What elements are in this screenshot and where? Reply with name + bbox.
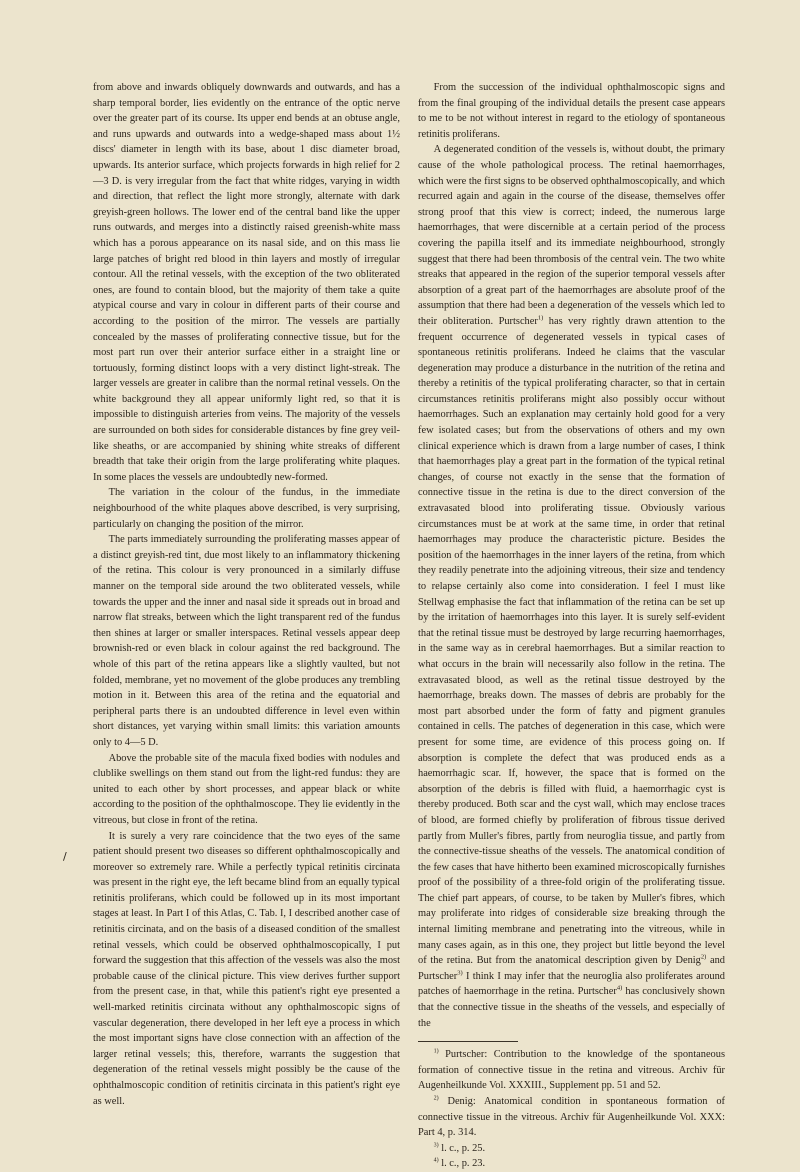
left-column <box>93 80 400 1109</box>
footnote-text: l. c., p. 23. <box>441 1158 486 1170</box>
footnote-mark: 2) <box>433 1095 439 1102</box>
footnote-ref: 4) <box>616 984 623 992</box>
footnote <box>418 1141 725 1157</box>
margin-mark: / <box>63 850 67 863</box>
footnote <box>418 1047 725 1094</box>
footnote-ref: 3) <box>457 969 463 977</box>
text-run: has conclusively shown that the connective tissue in the sheaths of the vessels, and especially of the <box>418 986 726 1029</box>
footnote <box>418 1156 725 1172</box>
right-column <box>418 80 725 1172</box>
text-run: has very rightly drawn attention to the frequent occurrence of degenerated vessels in typical cases of spontaneous retinitis proliferans. Indeed he claims that the vascular degeneration may produce a disturbance in the nutrition of the retina and thereby a retinitis of the typical proliferating character, so that in certain circumstances retinitis proliferans might also possibly occur without haemorrhages. Such an explanation may certainly hold good for a very few isolated cases; but from the observations of others and my own clinical experience which is drawn from a large number of cases, I think that haemorrhages play a great part in the formation of the typical retinal changes, of course not exactly in the sense that the formation of connective tissue in the retina is due to the direct conversion of the extravasated blood into proliferating tissue. Obviously various circumstances must be at work at the same time, in order that retinal haemorrhages may produce the characteristic picture. Besides the position of the haemorrhages in the inner layers of the retina, from which they readily penetrate into the adjoining vitreous, their size and tendency to relapse certainly also come into consideration. I feel I must like Stellwag emphasise the fact that inflammation of the retina can be set up by the irritation of haemorrhages into this layer. It is surely self-evident that the retinal tissue must be destroyed by large recurring haemorrhages, in the same way as in cerebral haemorrhages. But a similar reaction to what occurs in the brain will necessarily also follow in the retina. The extravasated blood, as well as the retinal tissue destroyed by the haemorrhage, breaks down. The masses of debris are probably for the most part absorbed under the form of fatty and pigment granules contained in cells. The patches of degeneration in this case, which were present for some time, are evidence of this process going on. If absorption is complete the defect that was produced ends as a haemorrhagic scar. If, however, the space that is formed on the absorption of the debris is filled with fluid, a haemorrhagic cyst is thereby produced. Both scar and the cyst wall, which may enclose traces of blood, are formed chiefly by proliferation of fibrous tissue derived partly from Muller's fibres, partly from neuroglia tissue, and partly from the connective-tissue sheaths of the vessels. The anatomical condition of the few cases that have hitherto been examined microscopically furnishes proof of the possibility of a three-fold origin of the proliferating tissue. The chief part appears, of course, to be taken by Muller's fibres, which may proliferate into ridges of considerable size breaking through the internal limiting membrane and penetrating into the vitreous, while in many cases again, as in this one, they project but little beyond the level of the retina. But from the anatomical description given by Denig <box>418 315 725 967</box>
footnote-text: l. c., p. 25. <box>441 1142 486 1154</box>
body-paragraph: Above the probable site of the macula fixed bodies with nodules and clublike swellings on them stand out from the light-red fundus: they are united to each other by short processes, and appear black or white according to the position of the ophthalmoscope. They lie evidently in the vitreous, but close in front of the retina. <box>93 752 400 826</box>
footnote-mark: 4) <box>433 1157 439 1164</box>
footnote-text: Denig: Anatomical condition in spontaneous formation of connective tissue in the vitreous. Archiv für Augenheilkunde Vol. XXX: Part 4, p. 314. <box>418 1096 725 1139</box>
text-run: and Purtscher <box>418 955 725 982</box>
body-paragraph: From the succession of the individual ophthalmoscopic signs and from the final grouping of the individual details the present case appears to me to be not without interest in regard to the etiology of spontaneous retinitis proliferans. <box>418 82 725 140</box>
body-paragraph: from above and inwards obliquely downwards and outwards, and has a sharp temporal border, lies evidently on the entrance of the optic nerve over the greater part of its course. Its upper end bends at an obtuse angle, and runs upwards and outwards into a wedge-shaped mass about 1½ discs' diameter in length with its base, about 1 disc diameter broad, upwards. Its anterior surface, which projects forwards in high relief for 2—3 D. is very irregular from the fact that white ridges, varying in width and direction, that reflect the light more strongly, alternate with dark greyish-green hollows. The lower end of the central band like the upper runs outwards, and merges into a distinctly raised greenish-white mass which has a porous appearance on its nasal side, and on this mass lie large patches of bright red blood in thin layers and mostly of irregular contour. All the retinal vessels, with the exception of the two obliterated ones, are found to contain blood, but the majority of them take a quite atypical course and vary in colour in different parts of their course and according to the position of the mirror. The vessels are partially concealed by the masses of proliferating connective tissue, but for the most part run over their anterior surface either in a straight line or tortuously, forming distinct loops with a very distinct light-streak. The larger vessels are greater in calibre than the normal retinal vessels. On the white background they all appear uniformly light red, so that it is impossible to distinguish arteries from veins. The majority of the vessels are surrounded on both sides for considerable distances by fine grey veil-like sheaths, or are accompanied by shining white streaks of different breadth that take their origin from the large proliferating white plaques. In some places the vessels are undoubtedly new-formed. <box>93 82 400 483</box>
body-paragraph: The parts immediately surrounding the proliferating masses appear of a distinct greyish-red tint, due most likely to an inflammatory thickening of the retina. This colour is very pronounced in a similarly diffuse manner on the temporal side around the two obliterated vessels, while towards the upper and the inner and nasal side it spreads out in broad and narrow flat streaks, between which the light transparent red of the fundus then shines at larger or smaller interspaces. Retinal vessels appear deep brownish-red or even black in colour against the red background. The whole of this part of the retina appears like a slightly vaulted, but not folded, membrane, yet no movement of the globe produces any trembling motion in it. Between this area of the retina and the equatorial and peripheral parts there is an undoubted difference in level even within short distances, yet varying within small limits: this variation amounts only to 4—5 D. <box>93 534 400 748</box>
footnote-rule <box>418 1041 518 1042</box>
body-paragraph: It is surely a very rare coincidence that the two eyes of the same patient should present two diseases so different ophthalmoscopically and moreover so extremely rare. While a perfectly typical retinitis circinata was present in the right eye, the left became blind from an equally typical retinitis proliferans, which could be followed up in its most important stages at least. In Part I of this Atlas, C. Tab. I, I described another case of retinitis circinata, and on the basis of a diseased condition of the smallest retinal vessels, which could be observed ophthalmoscopically, I put forward the suggestion that this affection of the vessels was also the most probable cause of the clinical picture. This view derives further support from the present case, in that, while this patient's right eye presented a well-marked retinitis circinata without any ophthalmoscopic signs of vascular degeneration, there developed in her left eye a process in which the most important signs have close connection with an affection of the larger retinal vessels; this, therefore, warrants the suggestion that degeneration of the retinal vessels might possibly be the cause of the ophthalmoscopic condition of retinitis circinata in this patient's right eye as well. <box>93 830 400 1107</box>
body-paragraph <box>418 142 725 1031</box>
footnote-mark: 3) <box>433 1142 439 1149</box>
footnotes <box>418 1047 725 1172</box>
body-paragraph: The variation in the colour of the fundus, in the immediate neighbourhood of the white plaques above described, is very surprising, particularly on changing the position of the mirror. <box>93 487 400 530</box>
footnote-ref: 2) <box>700 953 707 961</box>
text-run: A degenerated condition of the vessels is, without doubt, the primary cause of the whole pathological process. The retinal haemorrhages, which were the first signs to be observed ophthalmoscopically, and which recurred again and again in the course of the disease, themselves offer strong proof that this view is correct; indeed, the numerous large haemorrhages, that were discernible at a certain period of the process covering the papilla itself and its immediate neighbourhood, strongly suggest that there had been thrombosis of the central vein. The two white streaks that appeared in the region of the superior temporal vessels after absorption of a great part of the haemorrhages are absolute proof of the assumption that there had been a degeneration of the vessels which led to their obliteration. Purtscher <box>418 144 725 327</box>
footnote-text: Purtscher: Contribution to the knowledge of the spontaneous formation of connective tissue in the retina and vitreous. Archiv für Augenheilkunde Vol. XXXIII., Supplement pp. 51 and 52. <box>418 1049 725 1092</box>
footnote-ref: 1) <box>537 314 544 322</box>
text-run: I think I may infer that the neuroglia also proliferates around patches of haemorrhage in the retina. Purtscher <box>418 970 725 998</box>
footnote-mark: 1) <box>433 1048 439 1055</box>
footnote <box>418 1094 725 1141</box>
